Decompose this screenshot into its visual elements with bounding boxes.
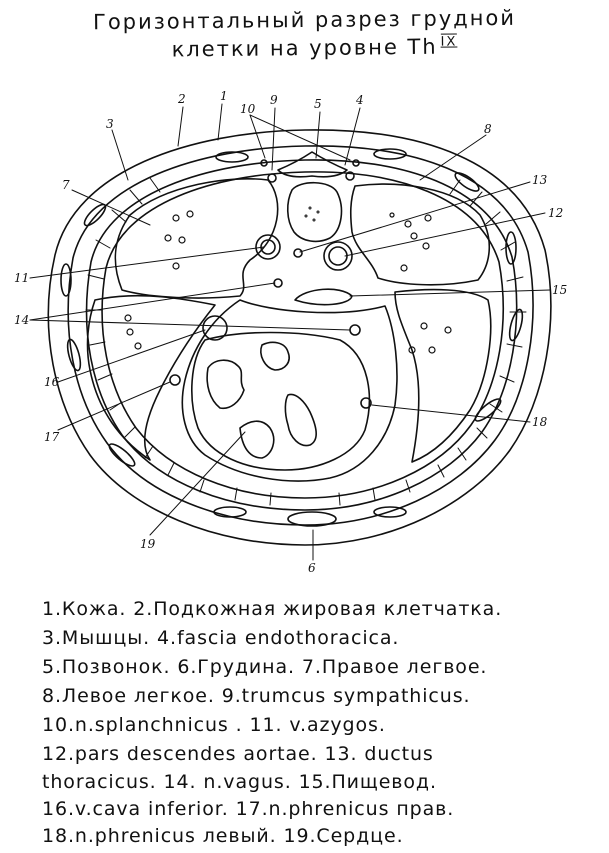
label-17: 17 bbox=[44, 430, 60, 444]
label-14: 14 bbox=[14, 313, 30, 327]
label-13: 13 bbox=[532, 173, 548, 187]
lung-dots bbox=[125, 211, 451, 353]
label-1: 1 bbox=[220, 89, 228, 103]
label-8: 8 bbox=[484, 122, 492, 136]
thoracic-duct bbox=[294, 249, 302, 257]
diagram-title: Горизонтальный разрез грудной bbox=[92, 5, 517, 35]
legend-line-9: 18.n.phrenicus левый. 19.Сердце. bbox=[42, 825, 404, 847]
label-12: 12 bbox=[548, 206, 564, 220]
sternum bbox=[288, 512, 336, 526]
label-2: 2 bbox=[178, 92, 186, 106]
part-labels bbox=[14, 89, 567, 575]
heart bbox=[192, 333, 369, 471]
label-16: 16 bbox=[44, 375, 60, 389]
legend-line-2: 3.Мышцы. 4.fascia endothoracica. bbox=[42, 627, 400, 649]
right-lower-lobe bbox=[88, 296, 215, 460]
legend-line-3: 5.Позвонок. 6.Грудина. 7.Правое легвое. bbox=[42, 656, 488, 678]
heart-chamber-1 bbox=[207, 360, 244, 408]
label-11: 11 bbox=[14, 271, 30, 285]
left-lower-lobe bbox=[395, 290, 491, 462]
muscle-layer-outline bbox=[87, 160, 517, 510]
legend-line-7: thoracicus. 14. n.vagus. 15.Пищевод. bbox=[42, 771, 437, 793]
label-7: 7 bbox=[62, 178, 70, 192]
label-3: 3 bbox=[106, 117, 114, 131]
legend-line-4: 8.Левое легкое. 9.trumcus sympathicus. bbox=[42, 685, 471, 707]
fascia-outline bbox=[102, 172, 503, 498]
vagus-nerve-b bbox=[350, 325, 360, 335]
label-19: 19 bbox=[140, 537, 156, 551]
label-9: 9 bbox=[270, 93, 278, 107]
legend-line-5: 10.n.splanchnicus . 11. v.azygos. bbox=[42, 714, 386, 736]
azygos-vein bbox=[256, 235, 280, 259]
legend-line-6: 12.pars descendes aortae. 13. ductus bbox=[42, 743, 434, 765]
label-5: 5 bbox=[314, 97, 322, 111]
pericardium bbox=[182, 300, 397, 481]
right-lung bbox=[115, 179, 277, 298]
label-15: 15 bbox=[552, 283, 568, 297]
subtitle-text: клетки на уровне Th bbox=[171, 34, 438, 62]
esophagus bbox=[295, 289, 352, 304]
label-6: 6 bbox=[308, 561, 316, 575]
splanchnic-left bbox=[353, 160, 359, 166]
legend-line-1: 1.Кожа. 2.Подкожная жировая клетчатка. bbox=[42, 598, 503, 620]
phrenic-right bbox=[170, 375, 180, 385]
legend-line-8: 16.v.cava inferior. 17.n.phrenicus прав. bbox=[42, 798, 455, 820]
heart-chamber-4 bbox=[240, 421, 274, 458]
vertebra-body bbox=[288, 183, 342, 242]
label-4: 4 bbox=[356, 93, 364, 107]
vertebra-dots bbox=[305, 207, 319, 221]
label-10: 10 bbox=[240, 102, 256, 116]
heart-chamber-2 bbox=[261, 342, 289, 370]
label-18: 18 bbox=[532, 415, 548, 429]
inferior-vena-cava bbox=[203, 316, 227, 340]
heart-chamber-3 bbox=[285, 394, 316, 445]
vertebra-level: IX bbox=[440, 34, 458, 50]
